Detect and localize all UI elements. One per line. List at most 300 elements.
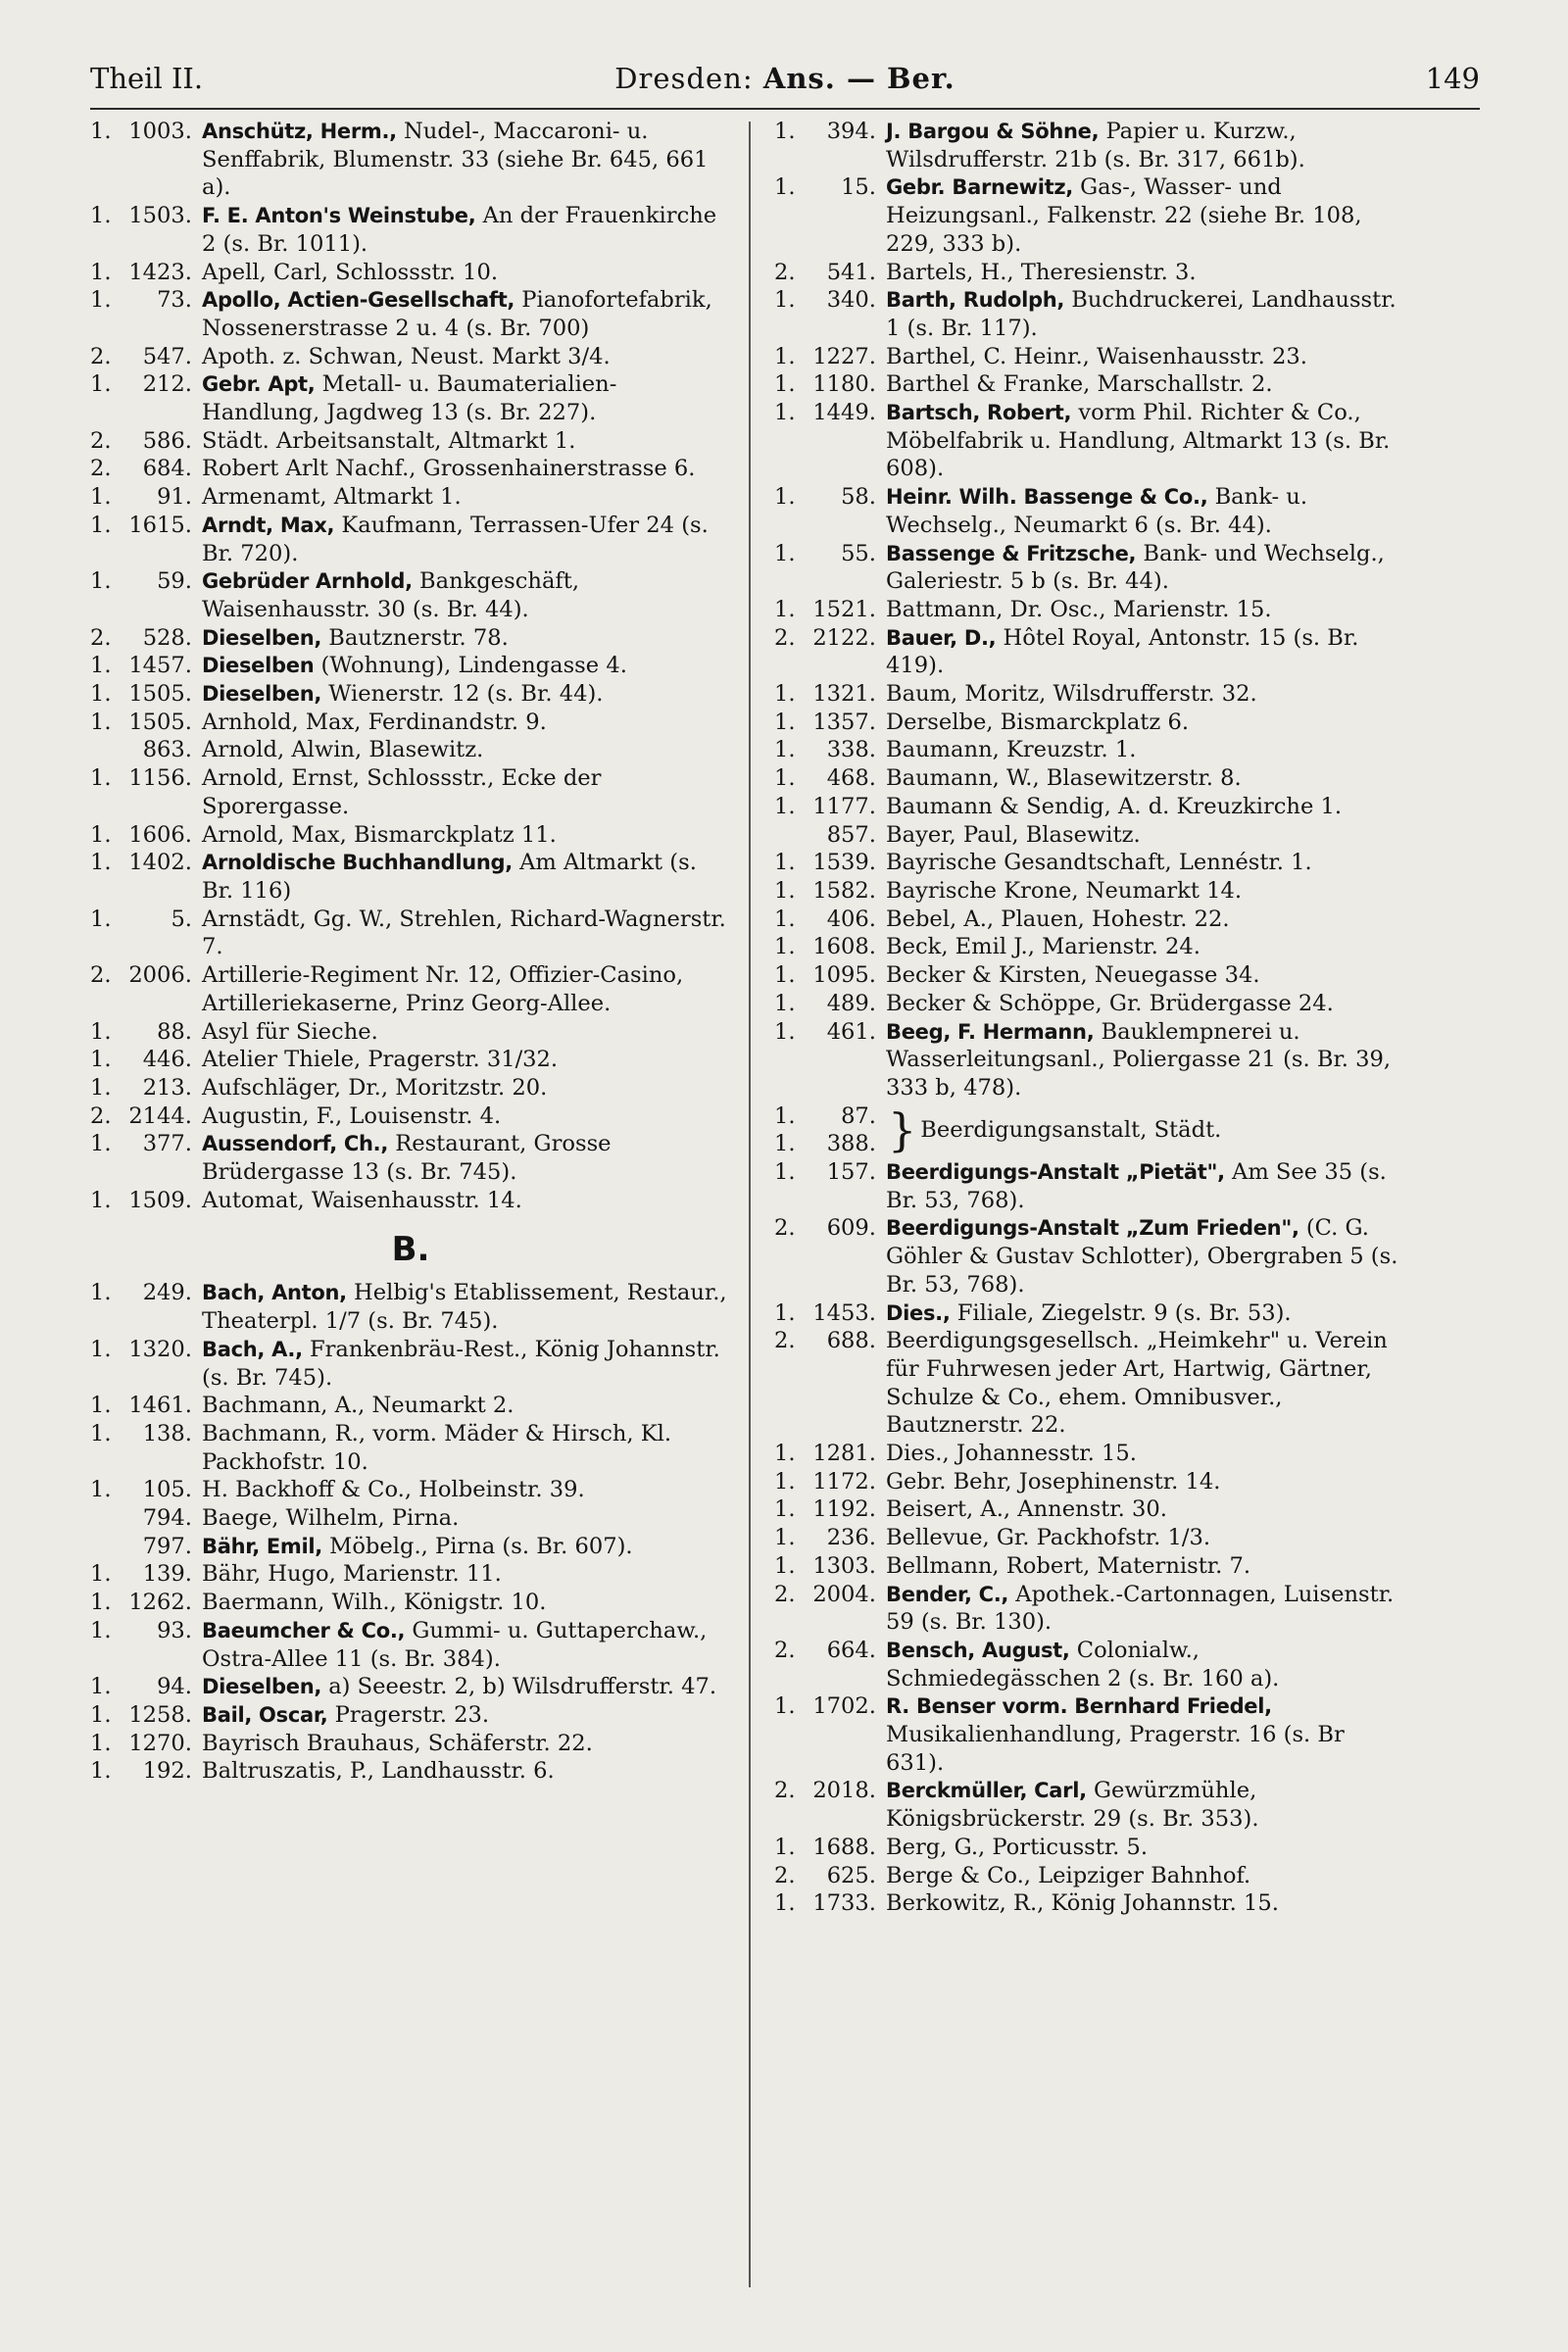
exchange-number: 1.: [774, 765, 796, 792]
exchange-number: 1.: [774, 540, 796, 566]
entry-text: [886, 736, 1409, 764]
exchange-number: 1.: [774, 596, 796, 622]
phone-number: 794.: [142, 1505, 192, 1532]
directory-entry: [774, 1327, 1409, 1440]
directory-entry: [774, 596, 1409, 624]
phone-number: 394.: [826, 119, 876, 144]
phone-number: 1461.: [128, 1393, 192, 1419]
entry-details: Bankgeschäft, Waisenhausstr. 30 (s. Br. 44).: [202, 568, 580, 622]
directory-entry: [90, 427, 731, 456]
directory-entry: [90, 343, 731, 371]
entry-text: [202, 821, 731, 850]
entry-text: [202, 1730, 731, 1758]
entry-details: Bayer, Paul, Blasewitz.: [886, 821, 1141, 848]
directory-entry: [90, 1074, 731, 1102]
entry-text: [886, 286, 1409, 342]
directory-entry: [774, 1889, 1409, 1918]
entry-details: a) Seeestr. 2, b) Wilsdrufferstr. 47.: [321, 1674, 717, 1700]
entry-details: Baum, Moritz, Wilsdrufferstr. 32.: [886, 681, 1257, 708]
directory-entry: [90, 821, 731, 850]
subscriber-name: Dieselben,: [202, 682, 322, 707]
subscriber-name: Barth, Rudolph,: [886, 288, 1065, 313]
entry-text: [202, 1130, 731, 1186]
phone-number: 1172.: [812, 1468, 876, 1494]
exchange-number: 1.: [90, 1701, 112, 1728]
phone-number: 489.: [826, 990, 876, 1016]
phone-number: 1608.: [812, 934, 876, 960]
entry-text: [886, 1524, 1409, 1552]
directory-entry: [774, 1777, 1409, 1833]
directory-entry: [90, 1336, 731, 1392]
directory-entry: [90, 1046, 731, 1074]
page-header: [90, 51, 1480, 106]
exchange-number: 2.: [90, 427, 112, 454]
entry-text: [202, 1336, 731, 1392]
exchange-number: 1.: [90, 1336, 112, 1362]
entry-text: [202, 567, 731, 623]
phone-number: 87.: [841, 1102, 876, 1129]
entry-details: Bachmann, R., vorm. Mäder & Hirsch, Kl. Packhofstr. 10.: [202, 1420, 672, 1475]
entry-details: Am See 35 (s. Br. 53, 768).: [886, 1159, 1387, 1213]
entry-details: Bayrisch Brauhaus, Schäferstr. 22.: [202, 1730, 593, 1756]
entry-text: [886, 1777, 1409, 1833]
directory-entry: [774, 286, 1409, 342]
entry-details: Berg, G., Porticusstr. 5.: [886, 1834, 1149, 1860]
entry-text: [886, 1692, 1409, 1777]
entry-details: vorm Phil. Richter & Co., Möbelfabrik u. Handlung, Altmarkt 13 (s. Br. 608).: [886, 400, 1391, 482]
entry-details: Gewürzmühle, Königsbrückerstr. 29 (s. Br. 353).: [886, 1778, 1259, 1833]
directory-entry: [774, 1581, 1409, 1637]
directory-entry: [774, 1834, 1409, 1862]
directory-entry: [774, 1018, 1409, 1102]
directory-entry: [774, 1637, 1409, 1692]
entry-details: Arnold, Max, Bismarckplatz 11.: [202, 821, 557, 848]
exchange-number: 2.: [774, 1637, 796, 1663]
entry-details: Helbig's Etablissement, Restaur., Theaterpl. 1/7 (s. Br. 745).: [202, 1280, 727, 1335]
subscriber-name: Bender, C.,: [886, 1582, 1009, 1606]
entry-details: Arnhold, Max, Ferdinandstr. 9.: [202, 709, 547, 735]
directory-entry: [90, 1392, 731, 1420]
directory-entry: [90, 849, 731, 905]
directory-entry: [774, 1524, 1409, 1552]
exchange-number: 1.: [774, 119, 796, 144]
bracket-line-2: [774, 1130, 886, 1158]
exchange-number: 1.: [90, 203, 112, 229]
entry-text: [886, 1158, 1409, 1214]
phone-number: 192.: [142, 1758, 192, 1785]
phone-number: 157.: [826, 1159, 876, 1186]
entry-details: Bebel, A., Plauen, Hohestr. 22.: [886, 906, 1230, 932]
entry-text: [886, 1862, 1409, 1890]
exchange-number: 1.: [774, 934, 796, 960]
directory-entry: [774, 990, 1409, 1018]
entry-text: [886, 1637, 1409, 1692]
directory-entry: [90, 455, 731, 483]
directory-entry: [774, 1552, 1409, 1581]
exchange-number: 1.: [774, 1552, 796, 1579]
directory-entry: [774, 173, 1409, 258]
phone-number: 1227.: [812, 343, 876, 369]
directory-entry: [774, 1158, 1409, 1214]
entry-text: [886, 961, 1409, 990]
directory-entry: [774, 483, 1409, 539]
phone-number: 1688.: [812, 1834, 876, 1860]
phone-number: 1303.: [812, 1552, 876, 1579]
directory-entry: [90, 1701, 731, 1730]
entry-text: [202, 849, 731, 905]
phone-number: 2144.: [128, 1102, 192, 1129]
entry-details: Bauklempnerei u. Wasserleitungsanl., Poliergasse 21 (s. Br. 39, 333 b, 478).: [886, 1018, 1392, 1101]
directory-entry: [90, 680, 731, 709]
entry-text: [202, 764, 731, 820]
subscriber-name: Anschütz, Herm.,: [202, 120, 397, 143]
directory-entry: [90, 1187, 731, 1215]
exchange-number: 1.: [90, 1131, 112, 1157]
bracket-text: Beerdigungsanstalt, Städt.: [920, 1116, 1222, 1143]
entry-text: [202, 370, 731, 426]
exchange-number: 2.: [90, 343, 112, 369]
exchange-number: [774, 821, 811, 850]
directory-entry: [90, 652, 731, 680]
directory-entry: [774, 1299, 1409, 1328]
entry-details: Beisert, A., Annenstr. 30.: [886, 1496, 1167, 1523]
phone-number: 1402.: [128, 850, 192, 876]
entry-details: Asyl für Sieche.: [202, 1018, 378, 1045]
entry-details: (C. G. Göhler & Gustav Schlotter), Obergraben 5 (s. Br. 53, 768).: [886, 1215, 1398, 1298]
directory-entry: [774, 680, 1409, 709]
entry-text: [886, 764, 1409, 793]
exchange-number: 1.: [90, 821, 112, 848]
subscriber-name: Bassenge & Fritzsche,: [886, 541, 1137, 565]
directory-entry: [774, 933, 1409, 961]
entry-details: Automat, Waisenhausstr. 14.: [202, 1187, 522, 1213]
exchange-number: 1.: [90, 1047, 112, 1073]
bracket-line-1: [774, 1102, 886, 1131]
entry-details: Musikalienhandlung, Pragerstr. 16 (s. Br 631).: [886, 1722, 1345, 1776]
directory-entry: [774, 1495, 1409, 1524]
phone-number: 1281.: [812, 1441, 876, 1467]
exchange-number: 1.: [774, 1441, 796, 1467]
entry-text: [202, 1589, 731, 1617]
phone-number: 2006.: [128, 962, 192, 989]
entry-details: Atelier Thiele, Pragerstr. 31/32.: [202, 1047, 559, 1073]
directory-entry: [90, 259, 731, 287]
phone-number: 664.: [826, 1637, 876, 1663]
directory-entry: [90, 906, 731, 961]
entry-details: Barthel, C. Heinr., Waisenhausstr. 23.: [886, 343, 1307, 369]
directory-entry: [774, 540, 1409, 596]
left-entries-a: [90, 118, 731, 1214]
exchange-number: 2.: [90, 1102, 112, 1129]
directory-entry: [774, 343, 1409, 371]
subscriber-name: Arndt, Max,: [202, 513, 335, 537]
entry-details: H. Backhoff & Co., Holbeinstr. 39.: [202, 1477, 585, 1503]
subscriber-name: Bähr, Emil,: [202, 1534, 322, 1558]
directory-entry: [90, 1102, 731, 1131]
phone-number: 213.: [142, 1074, 192, 1101]
phone-number: 105.: [142, 1477, 192, 1503]
entry-details: Papier u. Kurzw., Wilsdrufferstr. 21b (s. Br. 317, 661b).: [886, 119, 1305, 172]
directory-entry: [90, 1617, 731, 1673]
entry-text: [202, 483, 731, 512]
entry-details: Baermann, Wilh., Königstr. 10.: [202, 1590, 547, 1616]
phone-number: 1503.: [128, 203, 192, 229]
entry-details: Frankenbräu-Rest., König Johannstr. (s. Br. 745).: [202, 1336, 720, 1391]
entry-details: Arnold, Ernst, Schlossstr., Ecke der Sporergasse.: [202, 765, 602, 819]
entry-text: [202, 1757, 731, 1786]
entry-text: [202, 906, 731, 961]
exchange-number: 1.: [90, 484, 112, 511]
entry-details: Bank- u. Wechselg., Neumarkt 6 (s. Br. 44).: [886, 484, 1308, 538]
entry-details: Filiale, Ziegelstr. 9 (s. Br. 53).: [950, 1299, 1292, 1326]
entry-details: Wienerstr. 12 (s. Br. 44).: [321, 681, 604, 708]
entry-text: [886, 540, 1409, 596]
exchange-number: 2.: [90, 624, 112, 651]
subscriber-name: Gebr. Apt,: [202, 372, 316, 397]
subscriber-name: Bach, Anton,: [202, 1281, 347, 1305]
phone-number: 1156.: [128, 765, 192, 792]
subscriber-name: Beerdigungs-Anstalt „Zum Frieden",: [886, 1216, 1299, 1241]
entry-text: [202, 343, 731, 371]
entry-details: Apell, Carl, Schlossstr. 10.: [202, 259, 499, 285]
subscriber-name: J. Bargou & Söhne,: [886, 120, 1100, 143]
columns: [90, 118, 1480, 2303]
exchange-number: 2.: [774, 624, 796, 651]
entry-text: [886, 906, 1409, 934]
entry-details: Becker & Schöppe, Gr. Brüdergasse 24.: [886, 990, 1334, 1016]
exchange-number: 1.: [774, 990, 796, 1016]
phone-number: 1258.: [128, 1701, 192, 1728]
entry-text: [202, 286, 731, 342]
phone-number: 139.: [142, 1561, 192, 1588]
phone-number: 73.: [157, 287, 192, 314]
phone-number: 1702.: [812, 1693, 876, 1720]
phone-number: 59.: [157, 568, 192, 595]
exchange-number: 1.: [774, 737, 796, 763]
entry-details: Aufschläger, Dr., Moritzstr. 20.: [202, 1074, 548, 1101]
entry-details: Buchdruckerei, Landhausstr. 1 (s. Br. 117).: [886, 287, 1396, 341]
entry-text: [886, 343, 1409, 371]
exchange-number: 1.: [90, 1187, 112, 1213]
phone-number: 1449.: [812, 400, 876, 426]
entry-text: [886, 1299, 1409, 1328]
phone-number: 138.: [142, 1420, 192, 1446]
phone-number: 1423.: [128, 259, 192, 285]
directory-entry: [90, 202, 731, 258]
entry-text: [886, 1495, 1409, 1524]
phone-number: 338.: [826, 737, 876, 763]
entry-text: [202, 1392, 731, 1420]
entry-text: [886, 680, 1409, 709]
entry-text: [202, 1187, 731, 1215]
directory-entry: [90, 764, 731, 820]
entry-details: Augustin, F., Louisenstr. 4.: [202, 1102, 502, 1129]
entry-details: Bartels, H., Theresienstr. 3.: [886, 259, 1197, 285]
directory-entry: [90, 567, 731, 623]
directory-entry: [774, 709, 1409, 737]
entry-text: [886, 1327, 1409, 1440]
subscriber-name: Dies.,: [886, 1300, 951, 1325]
entry-details: Hôtel Royal, Antonstr. 15 (s. Br. 419).: [886, 624, 1359, 679]
entry-details: Barthel & Franke, Marschallstr. 2.: [886, 371, 1273, 398]
entry-text: [886, 1214, 1409, 1298]
phone-number: 1321.: [812, 681, 876, 708]
phone-number: 1733.: [812, 1890, 876, 1917]
phone-number: 688.: [826, 1328, 876, 1354]
entry-details: Baumann, W., Blasewitzerstr. 8.: [886, 765, 1242, 792]
phone-number: 1505.: [128, 681, 192, 708]
entry-details: Berkowitz, R., König Johannstr. 15.: [886, 1890, 1279, 1917]
phone-number: 609.: [826, 1215, 876, 1242]
phone-number: 377.: [142, 1131, 192, 1157]
exchange-number: 2.: [90, 456, 112, 482]
directory-entry: [774, 877, 1409, 906]
exchange-number: 1.: [774, 1102, 796, 1129]
subscriber-name: Apollo, Actien-Gesellschaft,: [202, 288, 515, 313]
directory-entry: [90, 1279, 731, 1335]
directory-entry: [774, 961, 1409, 990]
directory-entry: [774, 118, 1409, 173]
subscriber-name: Dieselben,: [202, 625, 322, 650]
phone-number: 446.: [142, 1047, 192, 1073]
phone-number: 1457.: [128, 653, 192, 679]
subscriber-name: F. E. Anton's Weinstube,: [202, 204, 476, 228]
phone-number: 1003.: [128, 119, 192, 144]
exchange-number: 1.: [90, 850, 112, 876]
entry-details: Baege, Wilhelm, Pirna.: [202, 1505, 460, 1532]
subscriber-name: Aussendorf, Ch.,: [202, 1132, 389, 1156]
phone-number: 528.: [142, 624, 192, 651]
entry-details: Metall- u. Baumaterialien-Handlung, Jagdweg 13 (s. Br. 227).: [202, 371, 617, 426]
directory-entry: [90, 1130, 731, 1186]
exchange-number: 1.: [774, 1693, 796, 1720]
subscriber-name: Bail, Oscar,: [202, 1702, 328, 1727]
subscriber-name: Heinr. Wilh. Bassenge & Co.,: [886, 485, 1208, 510]
entry-text: [886, 1552, 1409, 1581]
exchange-number: 1.: [774, 906, 796, 932]
directory-entry: [90, 736, 731, 764]
exchange-number: 1.: [90, 1280, 112, 1306]
exchange-number: 1.: [774, 1299, 796, 1326]
exchange-number: 1.: [90, 1420, 112, 1446]
subscriber-name: Bensch, August,: [886, 1638, 1070, 1662]
entry-details: Battmann, Dr. Osc., Marienstr. 15.: [886, 596, 1272, 622]
entry-text: [202, 1673, 731, 1701]
directory-entry: [774, 821, 1409, 850]
page-number: 149: [1425, 62, 1480, 95]
entry-details: Pragerstr. 23.: [327, 1701, 490, 1728]
entry-details: Berge & Co., Leipziger Bahnhof.: [886, 1862, 1251, 1888]
directory-entry: [90, 709, 731, 737]
entry-text: [886, 933, 1409, 961]
exchange-number: 1.: [90, 1477, 112, 1503]
subscriber-name: R. Benser vorm. Bernhard Friedel,: [886, 1694, 1272, 1719]
directory-entry: [90, 483, 731, 512]
entry-details: An der Frauenkirche 2 (s. Br. 1011).: [202, 203, 717, 257]
phone-number: 547.: [142, 343, 192, 369]
exchange-number: 1.: [774, 1159, 796, 1186]
entry-text: [202, 709, 731, 737]
directory-entry: [774, 259, 1409, 287]
entry-details: (Wohnung), Lindengasse 4.: [314, 653, 627, 679]
exchange-number: 1.: [774, 1468, 796, 1494]
entry-details: Baumann & Sendig, A. d. Kreuzkirche 1.: [886, 793, 1343, 819]
entry-text: [202, 680, 731, 709]
exchange-number: [90, 1533, 127, 1561]
directory-entry: [774, 370, 1409, 399]
exchange-number: 1.: [90, 512, 112, 538]
entry-details: Beck, Emil J., Marienstr. 24.: [886, 934, 1200, 960]
phone-number: 1177.: [812, 793, 876, 819]
entry-details: Apothek.-Cartonnagen, Luisenstr. 59 (s. Br. 130).: [886, 1581, 1395, 1636]
city-label: Dresden:: [614, 62, 754, 95]
directory-entry: [774, 399, 1409, 483]
directory-entry: [774, 764, 1409, 793]
phone-number: 1606.: [128, 821, 192, 848]
entry-text: [202, 202, 731, 258]
entry-text: [202, 1560, 731, 1589]
entry-details: Baltruszatis, P., Landhausstr. 6.: [202, 1758, 555, 1785]
directory-entry: [90, 961, 731, 1017]
entry-details: Beerdigungsgesellsch. „Heimkehr" u. Verein für Fuhrwesen jeder Art, Hartwig, Gärtner, Schulze & Co., ehem. Omnibusver., Bautznerstr. 22.: [886, 1328, 1388, 1439]
phone-number: 1192.: [812, 1496, 876, 1523]
directory-entry: [90, 1476, 731, 1504]
directory-entry: [90, 1589, 731, 1617]
phone-number: 94.: [157, 1674, 192, 1700]
exchange-number: 1.: [774, 287, 796, 314]
entry-text: [202, 1504, 731, 1533]
entry-details: Gas-, Wasser- und Heizungsanl., Falkenstr. 22 (siehe Br. 108, 229, 333 b).: [886, 174, 1362, 257]
right-column: [751, 118, 1409, 2303]
exchange-number: 1.: [774, 174, 796, 201]
exchange-number: 1.: [774, 850, 796, 876]
phone-number: 797.: [142, 1533, 192, 1559]
phone-number: 1095.: [812, 962, 876, 989]
exchange-number: 1.: [774, 793, 796, 819]
directory-entry: [90, 1757, 731, 1786]
entry-text: [202, 427, 731, 456]
entry-details: Bautznerstr. 78.: [321, 624, 509, 651]
exchange-number: 1.: [90, 1758, 112, 1785]
subscriber-name: Bach, A.,: [202, 1337, 303, 1361]
running-title: [90, 51, 1480, 106]
entry-text: [886, 596, 1409, 624]
subscriber-name: Arnoldische Buchhandlung,: [202, 851, 513, 875]
entry-text: [202, 1617, 731, 1673]
exchange-number: 1.: [90, 653, 112, 679]
exchange-number: 1.: [774, 681, 796, 708]
entry-text: [886, 849, 1409, 877]
phone-number: 236.: [826, 1525, 876, 1551]
entry-text: [886, 118, 1409, 173]
exchange-number: 1.: [90, 1074, 112, 1101]
entry-text: [886, 1834, 1409, 1862]
entry-text: [202, 1102, 731, 1131]
phone-number: 461.: [826, 1018, 876, 1045]
entry-text: [202, 652, 731, 680]
phone-number: 1521.: [812, 596, 876, 622]
entry-details: Dies., Johannesstr. 15.: [886, 1441, 1137, 1467]
phone-number: 88.: [157, 1018, 192, 1045]
entry-details: Robert Arlt Nachf., Grossenhainerstrasse 6.: [202, 456, 696, 482]
entry-details: Gebr. Behr, Josephinenstr. 14.: [886, 1468, 1221, 1494]
bracketed-entry: [774, 1102, 1409, 1158]
entry-text: [202, 1279, 731, 1335]
entry-details: Pianofortefabrik, Nossenerstrasse 2 u. 4 (s. Br. 700): [202, 287, 712, 341]
entry-text: [886, 793, 1409, 821]
directory-entry: [774, 1214, 1409, 1298]
phone-number: 388.: [826, 1131, 876, 1157]
